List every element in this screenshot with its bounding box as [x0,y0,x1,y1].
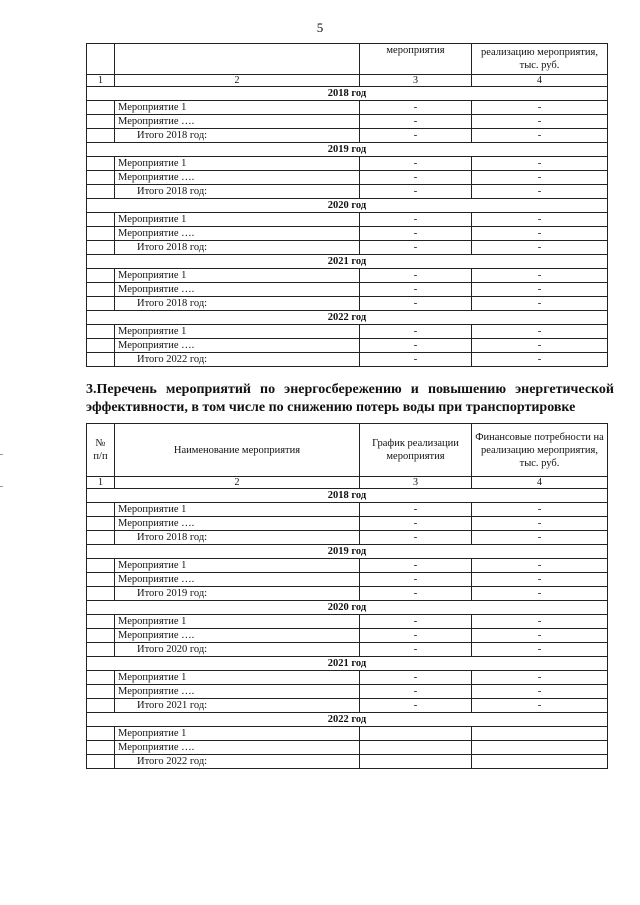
total-row [87,587,608,601]
header-finance: Финансовые потребности на реализацию мероприятия, тыс. руб. [472,424,608,477]
page-number: 5 [316,20,324,35]
name-cell: Мероприятие 1 [115,727,360,741]
name-cell: Мероприятие …. [115,283,360,297]
column-number: 4 [472,75,608,87]
schedule-cell: - [360,241,472,255]
row-number-cell [87,629,115,643]
name-cell: Мероприятие 1 [115,503,360,517]
row-number-cell [87,573,115,587]
row-number-cell [87,685,115,699]
name-cell: Мероприятие …. [115,517,360,531]
header-number [87,44,115,75]
table-row [87,325,608,339]
total-row [87,241,608,255]
finance-cell: - [472,241,608,255]
row-number-cell [87,727,115,741]
table-row [87,283,608,297]
row-number-cell [87,269,115,283]
finance-cell: - [472,573,608,587]
schedule-cell: - [360,297,472,311]
column-number: 1 [87,75,115,87]
table-header-row [87,424,608,477]
schedule-cell: - [360,615,472,629]
schedule-cell: - [360,685,472,699]
name-cell: Мероприятие 1 [115,615,360,629]
table-body [87,87,608,367]
table-row [87,227,608,241]
name-cell: Мероприятие …. [115,629,360,643]
column-numbers-row [87,75,608,87]
year-label: 2021 год [87,255,608,269]
table-row [87,269,608,283]
finance-cell: - [472,283,608,297]
schedule-cell: - [360,353,472,367]
name-cell: Мероприятие 1 [115,671,360,685]
year-label: 2019 год [87,143,608,157]
table-row [87,171,608,185]
table-row [87,671,608,685]
year-row [87,311,608,325]
finance-cell: - [472,213,608,227]
name-cell: Мероприятие 1 [115,269,360,283]
total-row [87,185,608,199]
table-header-row [87,44,608,75]
row-number-cell [87,129,115,143]
finance-cell: - [472,685,608,699]
row-number-cell [87,171,115,185]
column-number: 4 [472,477,608,489]
total-row [87,531,608,545]
header-name: Наименование мероприятия [115,424,360,477]
row-number-cell [87,559,115,573]
schedule-cell: - [360,671,472,685]
name-cell: Итого 2020 год: [115,643,360,657]
year-label: 2018 год [87,87,608,101]
schedule-cell: - [360,629,472,643]
finance-cell: - [472,227,608,241]
measures-table [86,423,608,769]
finance-cell [472,741,608,755]
total-row [87,755,608,769]
header-name [115,44,360,75]
row-number-cell [87,699,115,713]
row-number-cell [87,503,115,517]
schedule-cell: - [360,171,472,185]
row-number-cell [87,185,115,199]
year-row [87,489,608,503]
name-cell: Мероприятие 1 [115,101,360,115]
row-number-cell [87,283,115,297]
schedule-cell: - [360,325,472,339]
finance-cell: - [472,171,608,185]
year-label: 2019 год [87,545,608,559]
finance-cell: - [472,587,608,601]
finance-cell [472,727,608,741]
name-cell: Итого 2019 год: [115,587,360,601]
table-row [87,573,608,587]
row-number-cell [87,741,115,755]
schedule-cell: - [360,699,472,713]
finance-cell: - [472,325,608,339]
table-row [87,559,608,573]
finance-cell: - [472,115,608,129]
schedule-cell [360,741,472,755]
year-row [87,713,608,727]
total-row [87,129,608,143]
row-number-cell [87,531,115,545]
header-schedule: График реализации мероприятия [360,424,472,477]
finance-cell: - [472,629,608,643]
table-row [87,115,608,129]
finance-cell: - [472,517,608,531]
row-number-cell [87,517,115,531]
name-cell: Мероприятие …. [115,573,360,587]
table-row [87,685,608,699]
total-row [87,699,608,713]
schedule-cell: - [360,339,472,353]
name-cell: Мероприятие …. [115,741,360,755]
name-cell: Итого 2018 год: [115,531,360,545]
finance-cell: - [472,559,608,573]
name-cell: Мероприятие …. [115,685,360,699]
schedule-cell: - [360,531,472,545]
finance-cell: - [472,503,608,517]
header-finance: реализацию мероприятия, тыс. руб. [472,44,608,75]
schedule-cell: - [360,213,472,227]
year-row [87,143,608,157]
measures-table-continued [86,43,608,367]
year-row [87,545,608,559]
row-number-cell [87,241,115,255]
row-number-cell [87,643,115,657]
finance-cell: - [472,531,608,545]
name-cell: Мероприятие …. [115,227,360,241]
row-number-cell [87,755,115,769]
schedule-cell: - [360,559,472,573]
table-row [87,517,608,531]
finance-cell: - [472,185,608,199]
row-number-cell [87,157,115,171]
table-row [87,727,608,741]
table-row [87,629,608,643]
year-label: 2021 год [87,657,608,671]
year-row [87,199,608,213]
row-number-cell [87,587,115,601]
margin-mark [0,486,3,490]
name-cell: Мероприятие 1 [115,157,360,171]
table-row [87,213,608,227]
name-cell: Мероприятие …. [115,339,360,353]
name-cell: Итого 2018 год: [115,129,360,143]
schedule-cell: - [360,269,472,283]
finance-cell: - [472,101,608,115]
year-row [87,87,608,101]
column-number: 3 [360,477,472,489]
column-number: 2 [115,477,360,489]
total-row [87,297,608,311]
schedule-cell: - [360,101,472,115]
finance-cell: - [472,269,608,283]
year-label: 2018 год [87,489,608,503]
finance-cell: - [472,157,608,171]
schedule-cell: - [360,503,472,517]
schedule-cell: - [360,227,472,241]
schedule-cell: - [360,283,472,297]
row-number-cell [87,101,115,115]
schedule-cell [360,755,472,769]
row-number-cell [87,297,115,311]
name-cell: Итого 2018 год: [115,297,360,311]
year-row [87,657,608,671]
column-number: 3 [360,75,472,87]
row-number-cell [87,325,115,339]
table-row [87,615,608,629]
header-number: № п/п [87,424,115,477]
name-cell: Мероприятие 1 [115,559,360,573]
finance-cell: - [472,643,608,657]
column-number: 1 [87,477,115,489]
year-label: 2020 год [87,199,608,213]
row-number-cell [87,615,115,629]
schedule-cell: - [360,185,472,199]
schedule-cell: - [360,115,472,129]
finance-cell [472,755,608,769]
name-cell: Мероприятие 1 [115,213,360,227]
column-numbers-row [87,477,608,489]
row-number-cell [87,213,115,227]
name-cell: Итого 2018 год: [115,185,360,199]
margin-mark [0,454,3,458]
total-row [87,643,608,657]
finance-cell: - [472,615,608,629]
header-schedule: мероприятия [360,44,472,75]
schedule-cell: - [360,643,472,657]
table-row [87,101,608,115]
row-number-cell [87,115,115,129]
column-number: 2 [115,75,360,87]
finance-cell: - [472,297,608,311]
schedule-cell: - [360,129,472,143]
year-row [87,601,608,615]
schedule-cell: - [360,517,472,531]
year-label: 2022 год [87,311,608,325]
year-label: 2022 год [87,713,608,727]
row-number-cell [87,353,115,367]
table-row [87,741,608,755]
year-label: 2020 год [87,601,608,615]
name-cell: Мероприятие …. [115,115,360,129]
section-title: 3.Перечень мероприятий по энергосбережению и повышению энергетической эффективности, в том числе по снижению потерь воды при транспортировке [86,382,614,415]
row-number-cell [87,339,115,353]
name-cell: Мероприятие 1 [115,325,360,339]
table-body [87,489,608,769]
finance-cell: - [472,129,608,143]
finance-cell: - [472,671,608,685]
row-number-cell [87,227,115,241]
name-cell: Итого 2022 год: [115,755,360,769]
finance-cell: - [472,699,608,713]
table-row [87,339,608,353]
schedule-cell: - [360,587,472,601]
name-cell: Итого 2021 год: [115,699,360,713]
row-number-cell [87,671,115,685]
schedule-cell [360,727,472,741]
name-cell: Итого 2022 год: [115,353,360,367]
finance-cell: - [472,353,608,367]
name-cell: Итого 2018 год: [115,241,360,255]
schedule-cell: - [360,573,472,587]
finance-cell: - [472,339,608,353]
name-cell: Мероприятие …. [115,171,360,185]
table-row [87,503,608,517]
total-row [87,353,608,367]
year-row [87,255,608,269]
table-row [87,157,608,171]
schedule-cell: - [360,157,472,171]
